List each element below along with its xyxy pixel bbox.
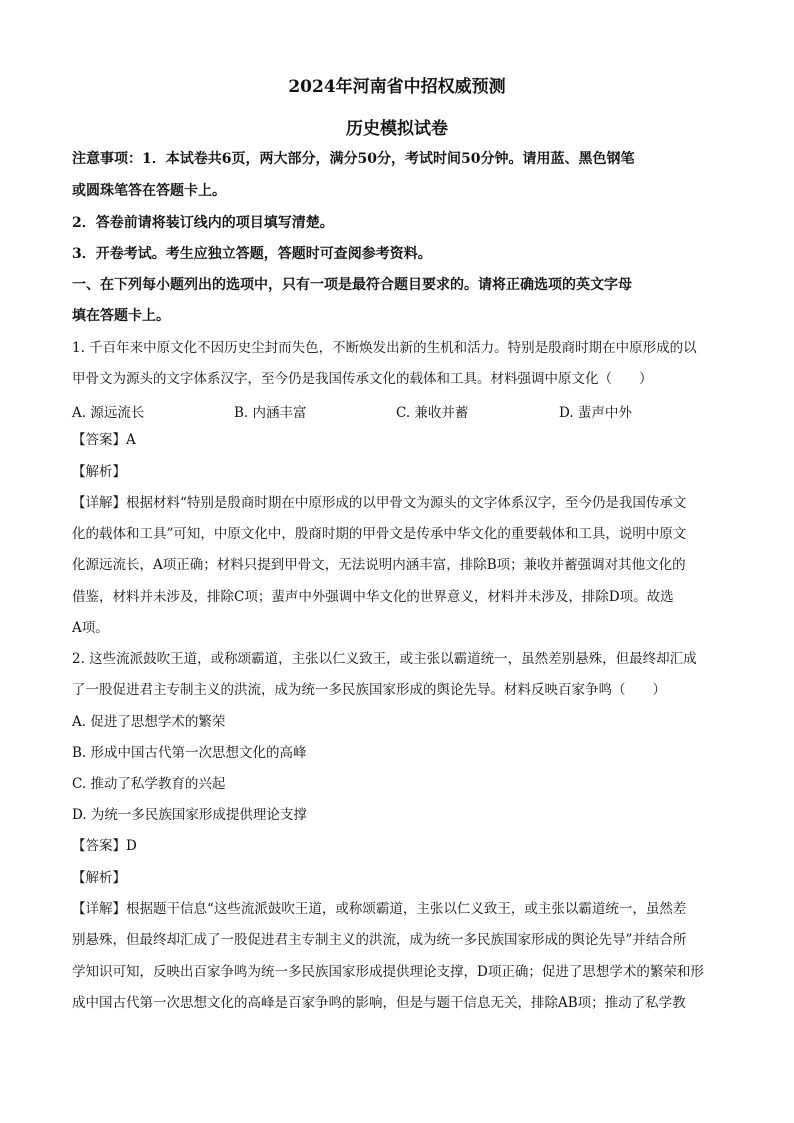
question-options <box>72 401 722 419</box>
option-d: D. 为统一多民族国家形成提供理论支撑 <box>72 807 307 823</box>
analysis-detail: 【详解】根据材料“特别是殷商时期在中原形成的以甲骨文为源头的文字体系汉字，至今仍是我国传承文 <box>72 495 687 511</box>
option-b: B. 内涵丰富 <box>234 405 307 421</box>
analysis-detail: 别悬殊，但最终却汇成了一股促进君主专制主义的洪流，成为统一多民族国家形成的舆论先导”并结合所 <box>72 932 687 948</box>
option-c: C. 兼收并蓄 <box>396 405 469 421</box>
notes-line: 注意事项：1．本试卷共6页，两大部分，满分50分，考试时间50分钟。请用蓝、黑色钢笔 <box>72 151 635 167</box>
analysis-detail: 化源远流长，A项正确；材料只提到甲骨文，无法说明内涵丰富，排除B项；兼收并蓄强调对其他文化的 <box>72 557 686 573</box>
notes-line: 3．开卷考试。考生应独立答题，答题时可查阅参考资料。 <box>72 246 432 262</box>
analysis-detail: 借鉴，材料并未涉及，排除C项；蜚声中外强调中华文化的世界意义，材料并未涉及，排除D项。故选 <box>72 589 674 605</box>
question-stem: 1. 千百年来中原文化不因历史尘封而失色，不断焕发出新的生机和活力。特别是殷商时期在中原形成的以 <box>72 340 697 356</box>
option-a: A. 源远流长 <box>72 405 145 421</box>
question-stem: 了一股促进君主专制主义的洪流，成为统一多民族国家形成的舆论先导。材料反映百家争鸣（ ） <box>72 682 666 698</box>
answer: 【答案】A <box>72 432 136 448</box>
question-stem: 2. 这些流派鼓吹王道，或称颂霸道，主张以仁义致王，或主张以霸道统一，虽然差别悬殊，但最终却汇成 <box>72 651 697 667</box>
section-heading: 填在答题卡上。 <box>72 308 170 324</box>
analysis-detail: 学知识可知，反映出百家争鸣为统一多民族国家形成提供理论支撑，D项正确；促进了思想学术的繁荣和形 <box>72 964 704 980</box>
option-c: C. 推动了私学教育的兴起 <box>72 776 226 792</box>
analysis-detail: 成中国古代第一次思想文化的高峰是百家争鸣的影响，但是与题干信息无关，排除AB项；推动了私学教 <box>72 995 686 1011</box>
analysis-detail: A项。 <box>72 620 109 636</box>
page-subtitle: 历史模拟试卷 <box>346 119 448 139</box>
section-heading: 一、在下列每小题列出的选项中，只有一项是最符合题目要求的。请将正确选项的英文字母 <box>72 277 632 293</box>
question-stem: 甲骨文为源头的文字体系汉字，至今仍是我国传承文化的载体和工具。材料强调中原文化（ ） <box>72 371 653 387</box>
option-a: A. 促进了思想学术的繁荣 <box>72 714 226 730</box>
page-title: 2024年河南省中招权威预测 <box>288 77 506 97</box>
option-b: B. 形成中国古代第一次思想文化的高峰 <box>72 745 307 761</box>
option-d: D. 蜚声中外 <box>559 405 632 421</box>
answer: 【答案】D <box>72 838 137 854</box>
analysis-detail: 【详解】根据题干信息“这些流派鼓吹王道，或称颂霸道，主张以仁义致王，或主张以霸道统一，虽然差 <box>72 901 687 917</box>
notes-line: 2．答卷前请将装订线内的项目填写清楚。 <box>72 215 334 231</box>
analysis-detail: 化的载体和工具”可知，中原文化中，殷商时期的甲骨文是传承中华文化的重要载体和工具，说明中原文 <box>72 526 687 542</box>
notes-line: 或圆珠笔答在答题卡上。 <box>72 183 226 199</box>
analysis-label: 【解析】 <box>72 870 126 886</box>
analysis-label: 【解析】 <box>72 464 126 480</box>
